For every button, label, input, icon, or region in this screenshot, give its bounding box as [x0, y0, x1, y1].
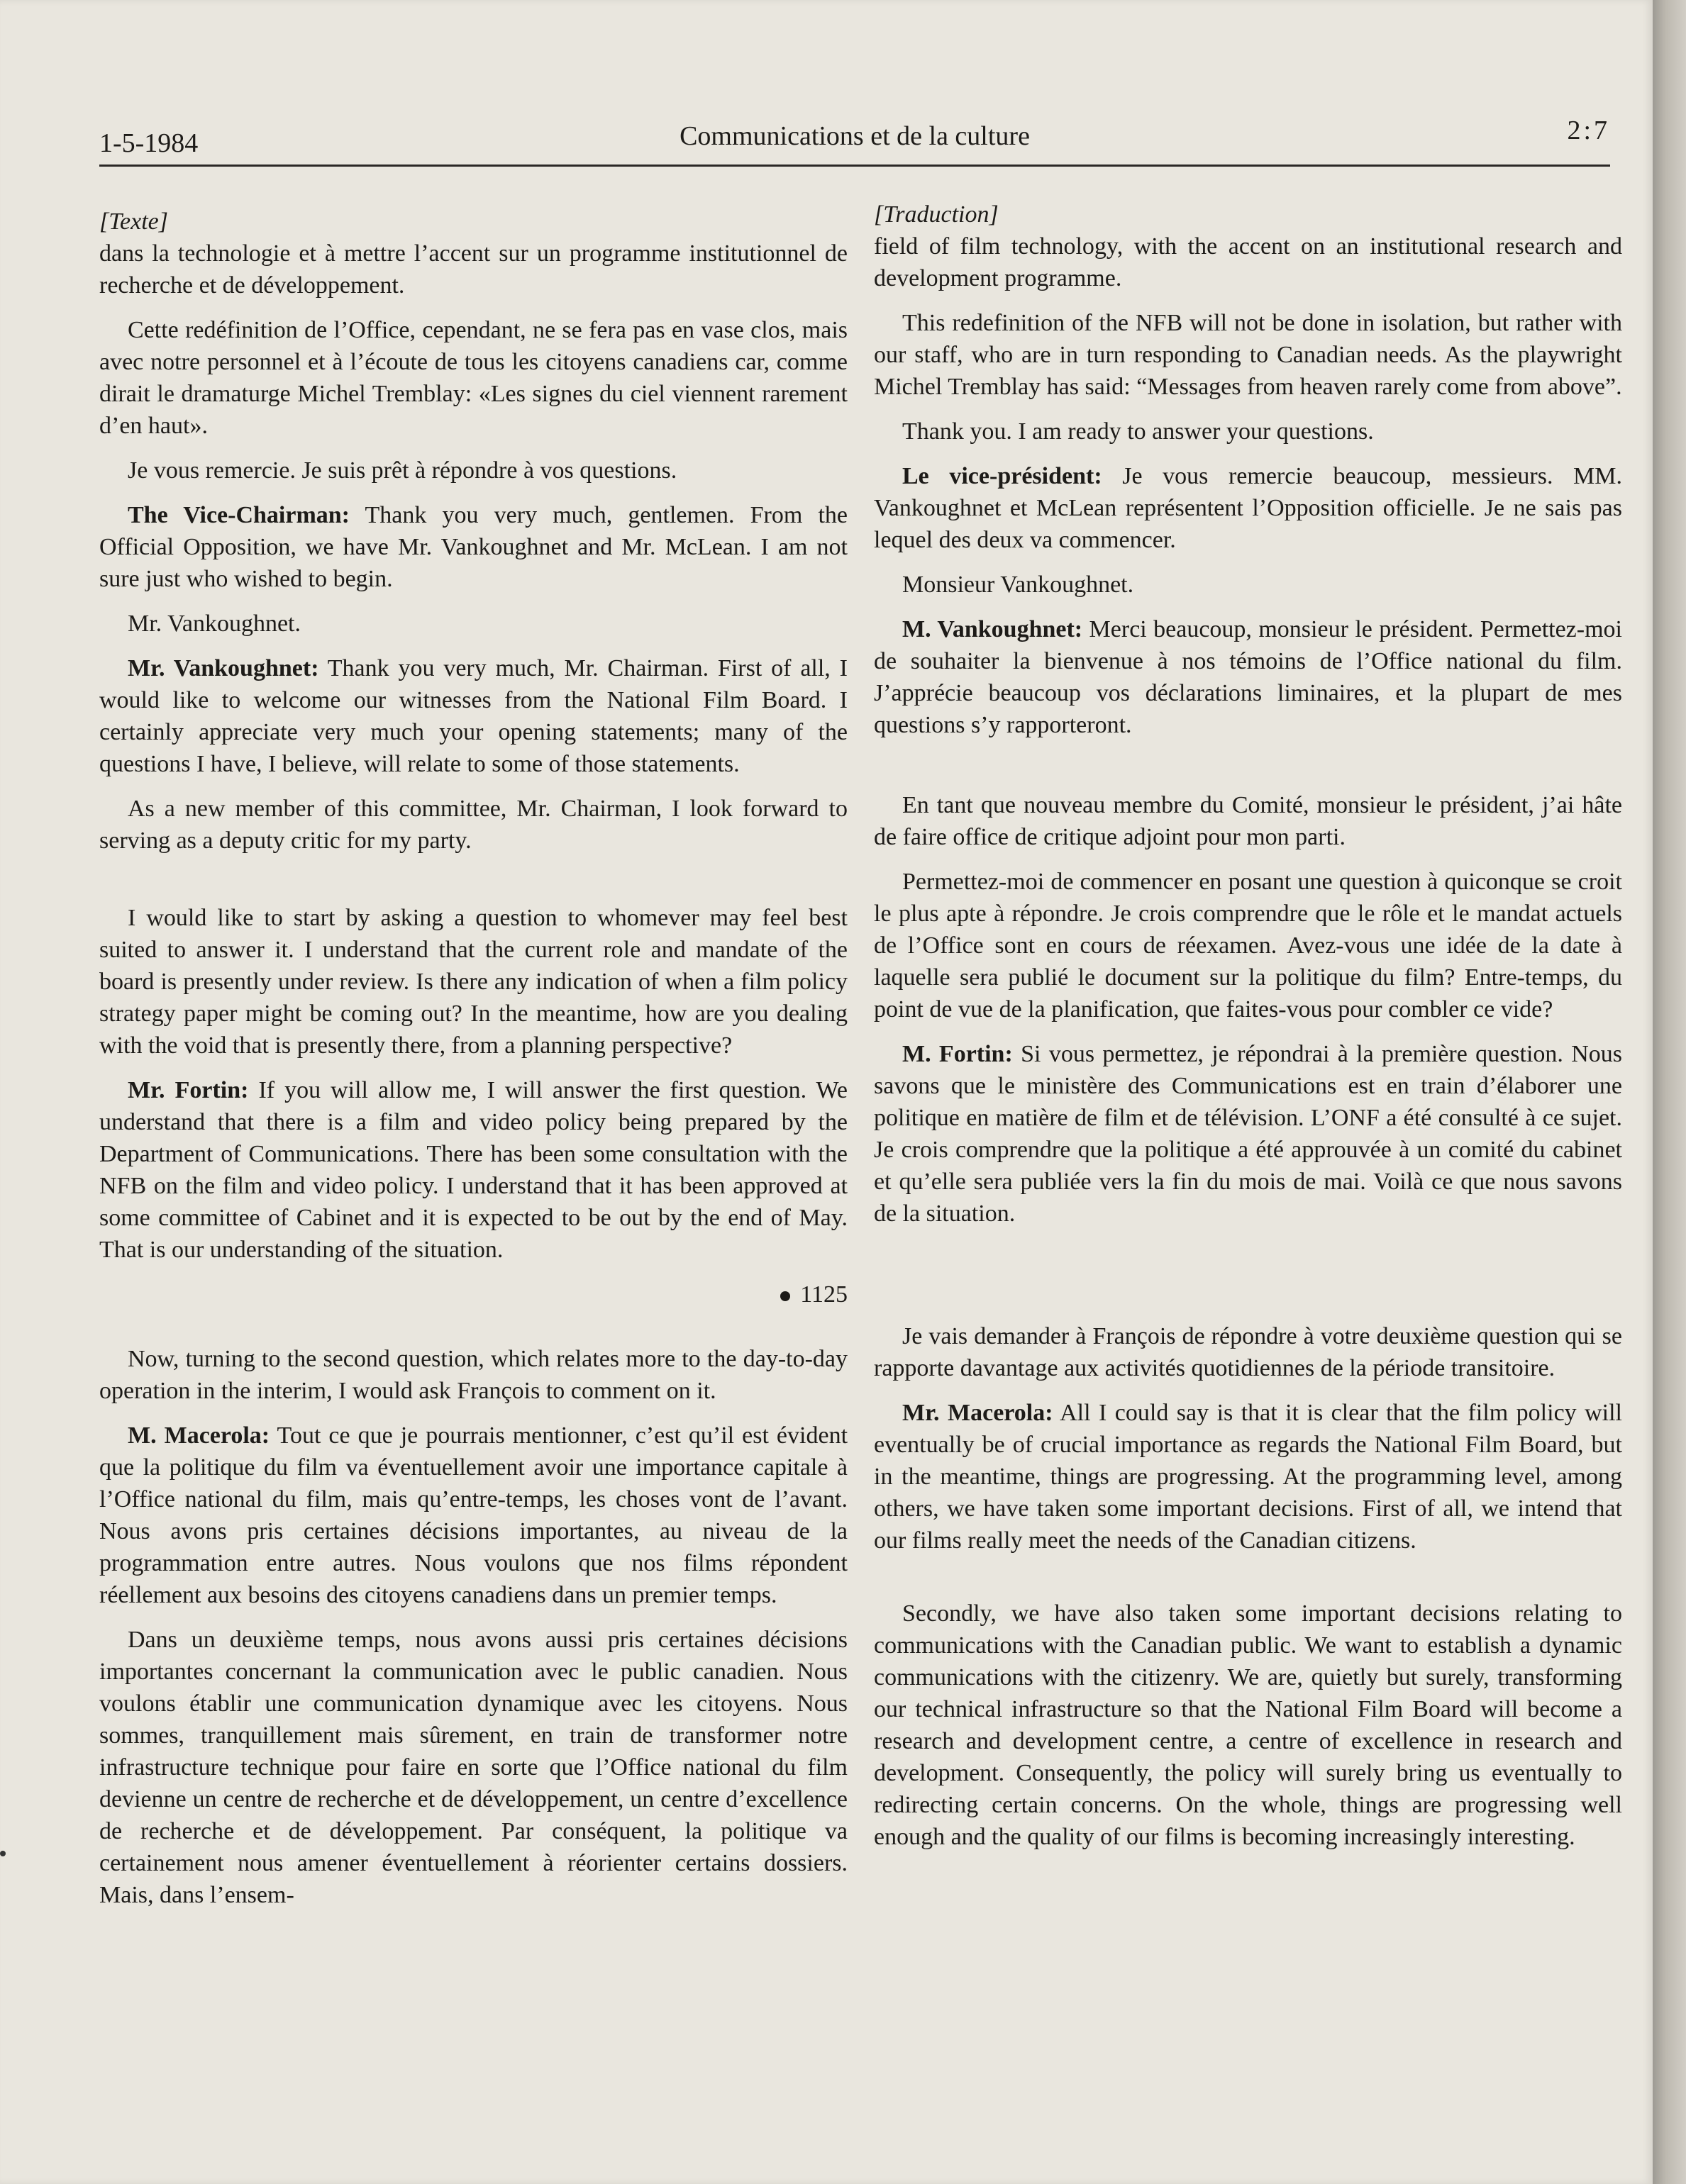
speech-text: Thank you very much, gentlemen. From the Official Opposition, we have Mr. Vankoughnet and Mr. McLean. I am not sure just who wished to begin. — [99, 502, 848, 592]
left-paragraph-9 — [99, 1074, 848, 1266]
speaker-name: The Vice-Chairman: — [128, 502, 350, 528]
left-paragraph-1: dans la technologie et à mettre l’accent sur un programme institutionnel de recherche et de développement. — [99, 240, 848, 299]
right-paragraph-7: En tant que nouveau membre du Comité, monsieur le président, j’ai hâte de faire office de critique adjoint pour mon parti. — [874, 792, 1622, 850]
bullet-icon — [780, 1291, 790, 1301]
speaker-name: M. Macerola: — [128, 1422, 270, 1449]
speaker-name: M. Vankoughnet: — [902, 616, 1083, 642]
speech-text: Si vous permettez, je répondrai à la première question. Nous savons que le ministère des Communications est en train d’élaborer une politique en matière de film et de télévision. L’ONF a été consulté à ce sujet. Je crois comprendre que la politique a été approuvée à un comité du cabinet et qu’elle sera publiée vers la fin du mois de mai. Voilà ce que nous savons de la situation. — [874, 1041, 1623, 1227]
header-page-number: 2:7 — [1567, 116, 1610, 145]
left-section-tag: [Texte] — [99, 208, 168, 235]
right-paragraph-2: This redefinition of the NFB will not be done in isolation, but rather with our staff, who are in turn responding to Canadian needs. As the playwright Michel Tremblay has said: “Messages from heaven rarely come from above”. — [874, 310, 1622, 400]
speech-text: If you will allow me, I will answer the first question. We understand that there is a film and video policy being prepared by the Department of Communications. There has been some consultation with the NFB on the film and video policy. I understand that it has been approved at some committee of Cabinet and it is expected to be out by the end of May. That is our understanding of the situation. — [99, 1077, 848, 1263]
page-edge-shadow — [1653, 0, 1686, 2184]
right-paragraph-3: Thank you. I am ready to answer your questions. — [902, 418, 1374, 445]
time-marker — [99, 1278, 848, 1310]
right-paragraph-6 — [874, 613, 1622, 741]
left-paragraph-7: As a new member of this committee, Mr. Chairman, I look forward to serving as a deputy critic for my party. — [99, 796, 848, 854]
right-paragraph-9 — [874, 1038, 1622, 1230]
speaker-name: M. Fortin: — [902, 1041, 1013, 1067]
left-paragraph-5: Mr. Vankoughnet. — [128, 611, 301, 637]
left-paragraph-6 — [99, 652, 848, 780]
right-paragraph-11 — [874, 1397, 1622, 1556]
header-date: 1-5-1984 — [99, 128, 199, 158]
left-paragraph-10: Now, turning to the second question, which relates more to the day-to-day operation in the interim, I would ask François to comment on it. — [99, 1346, 848, 1404]
header-title: Communications et de la culture — [680, 121, 1030, 151]
time-marker-value: 1125 — [800, 1281, 848, 1308]
left-paragraph-8: I would like to start by asking a question to whomever may feel best suited to answer it. I understand that the current role and mandate of the board is presently under review. Is there any indication of when a film policy strategy paper might be coming out? In the meantime, how are you dealing with the void that is presently there, from a planning perspective? — [99, 905, 848, 1059]
right-paragraph-8: Permettez-moi de commencer en posant une question à quiconque se croit le plus apte à répondre. Je crois comprendre que le rôle et le mandat actuels de l’Office sont en cours de réexamen. Avez-vous une idée de la date à laquelle sera publié le document sur la politique du film? Entre-temps, du point de vue de la planification, que faites-vous pour combler ce vide? — [874, 869, 1622, 1023]
left-paragraph-11 — [99, 1420, 848, 1611]
speech-text: Merci beaucoup, monsieur le président. Permettez-moi de souhaiter la bienvenue à nos témoins de l’Office national du film. J’apprécie beaucoup vos déclarations liminaires, et la plupart de mes questions s’y rapporteront. — [874, 616, 1622, 738]
speaker-name: Le vice-président: — [902, 463, 1102, 489]
speech-text: Thank you very much, Mr. Chairman. First of all, I would like to welcome our witnesses from the National Film Board. I certainly appreciate very much your opening statements; many of the questions I have, I believe, will relate to some of those statements. — [99, 655, 848, 777]
speaker-name: Mr. Fortin: — [128, 1077, 249, 1103]
left-paragraph-4 — [99, 499, 848, 595]
right-section-tag: [Traduction] — [874, 201, 999, 228]
right-paragraph-12: Secondly, we have also taken some important decisions relating to communications with the Canadian public. We want to establish a dynamic communications with the citizenry. We are, quietly but surely, transforming our technical infrastructure so that the National Film Board will become a research and development centre, a centre of excellence in research and development. Consequently, the policy will surely bring us eventually to redirecting certain concerns. On the whole, things are progressing well enough and the quality of our films is becoming increasingly interesting. — [874, 1600, 1622, 1850]
left-column — [99, 206, 848, 1924]
scan-speck — [0, 1851, 6, 1856]
speech-text: All I could say is that it is clear that the film policy will eventually be of crucial importance as regards the National Film Board, but in the meantime, things are progressing. At the programming level, among others, we have taken some important decisions. First of all, we intend that our films really meet the needs of the Canadian citizens. — [874, 1400, 1623, 1554]
speaker-name: Mr. Macerola: — [902, 1400, 1053, 1426]
right-paragraph-5: Monsieur Vankoughnet. — [902, 572, 1134, 598]
speaker-name: Mr. Vankoughnet: — [128, 655, 319, 681]
speech-text: Je vous remercie beaucoup, messieurs. MM. Vankoughnet et McLean représentent l’Opposition officielle. Je ne sais pas lequel des deux va commencer. — [874, 463, 1622, 553]
left-paragraph-2: Cette redéfinition de l’Office, cependant, ne se fera pas en vase clos, mais avec notre personnel et à l’écoute de tous les citoyens canadiens car, comme dirait le dramaturge Michel Tremblay: «Les signes du ciel viennent rarement d’en haut». — [99, 317, 848, 439]
left-paragraph-3: Je vous remercie. Je suis prêt à répondre à vos questions. — [128, 457, 677, 484]
right-paragraph-10: Je vais demander à François de répondre à votre deuxième question qui se rapporte davantage aux activités quotidiennes de la période transitoire. — [874, 1323, 1622, 1381]
right-paragraph-4 — [874, 460, 1622, 556]
right-paragraph-1: field of film technology, with the accent on an institutional research and development programme. — [874, 233, 1622, 291]
speech-text: Tout ce que je pourrais mentionner, c’est qu’il est évident que la politique du film va éventuellement avoir une importance capitale à l’Office national du film, mais qu’entre-temps, les choses vont de l’avant. Nous avons pris certaines décisions importantes, au niveau de la programmation entre autres. Nous voulons que nos films répondent réellement aux besoins des citoyens canadiens dans un premier temps. — [99, 1422, 848, 1608]
page-header — [99, 116, 1610, 167]
right-column — [874, 199, 1622, 1866]
left-paragraph-12: Dans un deuxième temps, nous avons aussi pris certaines décisions importantes concernant la communication avec le public canadien. Nous voulons établir une communication dynamique avec les citoyens. Nous sommes, tranquillement mais sûrement, en train de transformer notre infrastructure technique pour faire en sorte que l’Office national du film devienne un centre de recherche et de développement, un centre d’excellence de recherche et de développement. Par conséquent, la politique va certainement nous amener éventuellement à réorienter certains dossiers. Mais, dans l’ensem- — [99, 1627, 848, 1908]
